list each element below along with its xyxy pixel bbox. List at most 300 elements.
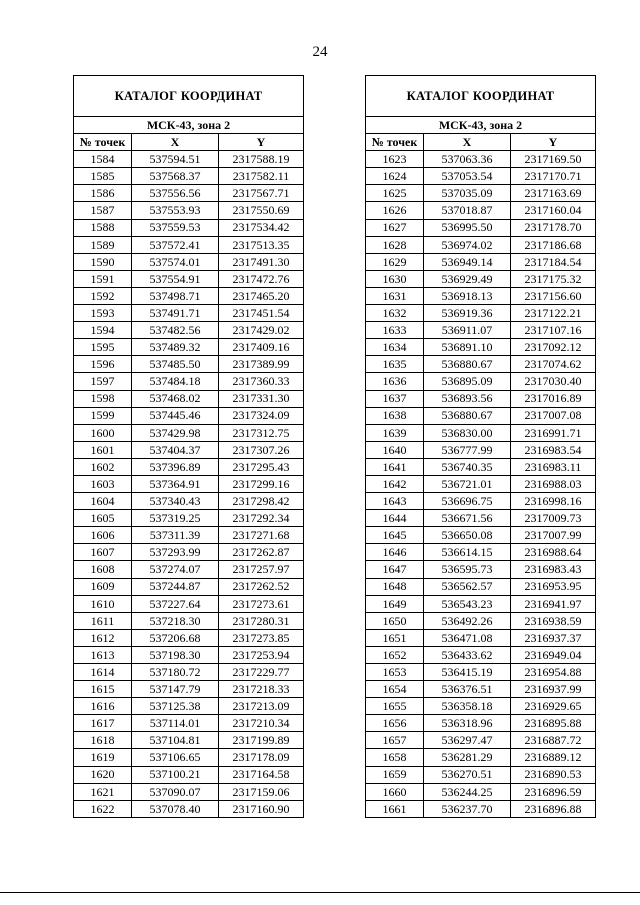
x-coordinate-cell: 537445.46 bbox=[132, 407, 219, 424]
point-number-cell: 1611 bbox=[74, 612, 132, 629]
point-number-cell: 1655 bbox=[366, 698, 424, 715]
y-coordinate-cell: 2317550.69 bbox=[219, 202, 304, 219]
table-row bbox=[74, 510, 304, 527]
table-row bbox=[74, 783, 304, 800]
y-coordinate-cell: 2317588.19 bbox=[219, 151, 304, 168]
table-row bbox=[366, 202, 596, 219]
point-number-cell: 1589 bbox=[74, 236, 132, 253]
x-coordinate-cell: 536650.08 bbox=[424, 527, 511, 544]
table-row bbox=[74, 493, 304, 510]
page-number: 24 bbox=[312, 44, 328, 60]
y-coordinate-cell: 2317160.04 bbox=[511, 202, 596, 219]
y-coordinate-cell: 2317199.89 bbox=[219, 732, 304, 749]
x-coordinate-cell: 537035.09 bbox=[424, 185, 511, 202]
table-row bbox=[366, 715, 596, 732]
table-row bbox=[366, 493, 596, 510]
table-row bbox=[366, 749, 596, 766]
table-row bbox=[366, 322, 596, 339]
x-coordinate-cell: 536740.35 bbox=[424, 458, 511, 475]
x-coordinate-cell: 536919.36 bbox=[424, 305, 511, 322]
point-number-cell: 1593 bbox=[74, 305, 132, 322]
point-number-cell: 1660 bbox=[366, 783, 424, 800]
table-row bbox=[74, 749, 304, 766]
x-coordinate-cell: 537078.40 bbox=[132, 800, 219, 817]
x-coordinate-cell: 537556.56 bbox=[132, 185, 219, 202]
point-number-cell: 1630 bbox=[366, 270, 424, 287]
point-number-cell: 1639 bbox=[366, 424, 424, 441]
point-number-cell: 1618 bbox=[74, 732, 132, 749]
table-row bbox=[366, 664, 596, 681]
y-coordinate-cell: 2317009.73 bbox=[511, 510, 596, 527]
point-number-cell: 1617 bbox=[74, 715, 132, 732]
y-coordinate-cell: 2317295.43 bbox=[219, 458, 304, 475]
table-row bbox=[74, 219, 304, 236]
x-coordinate-cell: 536880.67 bbox=[424, 356, 511, 373]
y-coordinate-cell: 2317213.09 bbox=[219, 698, 304, 715]
x-coordinate-cell: 537090.07 bbox=[132, 783, 219, 800]
x-coordinate-cell: 537319.25 bbox=[132, 510, 219, 527]
table-row bbox=[366, 698, 596, 715]
point-number-cell: 1629 bbox=[366, 253, 424, 270]
point-number-cell: 1596 bbox=[74, 356, 132, 373]
table-row bbox=[74, 390, 304, 407]
x-coordinate-cell: 536995.50 bbox=[424, 219, 511, 236]
column-header-x: X bbox=[132, 134, 219, 151]
point-number-cell: 1599 bbox=[74, 407, 132, 424]
x-coordinate-cell: 537274.07 bbox=[132, 561, 219, 578]
x-coordinate-cell: 536880.67 bbox=[424, 407, 511, 424]
y-coordinate-cell: 2317409.16 bbox=[219, 339, 304, 356]
y-coordinate-cell: 2317534.42 bbox=[219, 219, 304, 236]
point-number-cell: 1605 bbox=[74, 510, 132, 527]
table-row bbox=[366, 578, 596, 595]
table-body bbox=[74, 151, 304, 818]
y-coordinate-cell: 2316929.65 bbox=[511, 698, 596, 715]
x-coordinate-cell: 536543.23 bbox=[424, 595, 511, 612]
point-number-cell: 1623 bbox=[366, 151, 424, 168]
x-coordinate-cell: 536911.07 bbox=[424, 322, 511, 339]
x-coordinate-cell: 536671.56 bbox=[424, 510, 511, 527]
x-coordinate-cell: 537180.72 bbox=[132, 664, 219, 681]
y-coordinate-cell: 2317271.68 bbox=[219, 527, 304, 544]
y-coordinate-cell: 2317007.08 bbox=[511, 407, 596, 424]
y-coordinate-cell: 2316953.95 bbox=[511, 578, 596, 595]
y-coordinate-cell: 2317451.54 bbox=[219, 305, 304, 322]
x-coordinate-cell: 536595.73 bbox=[424, 561, 511, 578]
point-number-cell: 1621 bbox=[74, 783, 132, 800]
table-row bbox=[74, 578, 304, 595]
table-row bbox=[366, 287, 596, 304]
x-coordinate-cell: 536237.70 bbox=[424, 800, 511, 817]
y-coordinate-cell: 2317175.32 bbox=[511, 270, 596, 287]
table-row bbox=[74, 236, 304, 253]
table-row bbox=[74, 475, 304, 492]
column-header-point-number: № точек bbox=[74, 134, 132, 151]
column-header-x: X bbox=[424, 134, 511, 151]
coordinate-catalog-right bbox=[365, 75, 596, 818]
table-row bbox=[74, 681, 304, 698]
y-coordinate-cell: 2317163.69 bbox=[511, 185, 596, 202]
table-row bbox=[366, 732, 596, 749]
x-coordinate-cell: 536433.62 bbox=[424, 646, 511, 663]
point-number-cell: 1651 bbox=[366, 629, 424, 646]
y-coordinate-cell: 2317122.21 bbox=[511, 305, 596, 322]
point-number-cell: 1622 bbox=[74, 800, 132, 817]
point-number-cell: 1631 bbox=[366, 287, 424, 304]
point-number-cell: 1640 bbox=[366, 441, 424, 458]
y-coordinate-cell: 2317170.71 bbox=[511, 168, 596, 185]
table-row bbox=[74, 407, 304, 424]
x-coordinate-cell: 537429.98 bbox=[132, 424, 219, 441]
y-coordinate-cell: 2317092.12 bbox=[511, 339, 596, 356]
table-row bbox=[74, 458, 304, 475]
point-number-cell: 1586 bbox=[74, 185, 132, 202]
point-number-cell: 1607 bbox=[74, 544, 132, 561]
table-row bbox=[74, 766, 304, 783]
point-number-cell: 1636 bbox=[366, 373, 424, 390]
point-number-cell: 1587 bbox=[74, 202, 132, 219]
y-coordinate-cell: 2316889.12 bbox=[511, 749, 596, 766]
table-row bbox=[366, 475, 596, 492]
y-coordinate-cell: 2317016.89 bbox=[511, 390, 596, 407]
catalog-title: КАТАЛОГ КООРДИНАТ bbox=[74, 76, 304, 117]
x-coordinate-cell: 537018.87 bbox=[424, 202, 511, 219]
point-number-cell: 1612 bbox=[74, 629, 132, 646]
table-row bbox=[366, 441, 596, 458]
y-coordinate-cell: 2317178.70 bbox=[511, 219, 596, 236]
y-coordinate-cell: 2317280.31 bbox=[219, 612, 304, 629]
point-number-cell: 1641 bbox=[366, 458, 424, 475]
x-coordinate-cell: 537568.37 bbox=[132, 168, 219, 185]
x-coordinate-cell: 537404.37 bbox=[132, 441, 219, 458]
point-number-cell: 1652 bbox=[366, 646, 424, 663]
point-number-cell: 1648 bbox=[366, 578, 424, 595]
x-coordinate-cell: 537491.71 bbox=[132, 305, 219, 322]
y-coordinate-cell: 2317164.58 bbox=[219, 766, 304, 783]
table-row bbox=[74, 698, 304, 715]
point-number-cell: 1650 bbox=[366, 612, 424, 629]
x-coordinate-cell: 536918.13 bbox=[424, 287, 511, 304]
x-coordinate-cell: 537227.64 bbox=[132, 595, 219, 612]
x-coordinate-cell: 537198.30 bbox=[132, 646, 219, 663]
table-row bbox=[366, 510, 596, 527]
table-row bbox=[366, 681, 596, 698]
x-coordinate-cell: 537572.41 bbox=[132, 236, 219, 253]
point-number-cell: 1590 bbox=[74, 253, 132, 270]
y-coordinate-cell: 2317257.97 bbox=[219, 561, 304, 578]
x-coordinate-cell: 537104.81 bbox=[132, 732, 219, 749]
x-coordinate-cell: 537553.93 bbox=[132, 202, 219, 219]
point-number-cell: 1591 bbox=[74, 270, 132, 287]
y-coordinate-cell: 2316983.54 bbox=[511, 441, 596, 458]
x-coordinate-cell: 536244.25 bbox=[424, 783, 511, 800]
table-row bbox=[366, 783, 596, 800]
x-coordinate-cell: 536777.99 bbox=[424, 441, 511, 458]
point-number-cell: 1595 bbox=[74, 339, 132, 356]
table-body bbox=[366, 151, 596, 818]
y-coordinate-cell: 2316937.37 bbox=[511, 629, 596, 646]
table-row bbox=[366, 527, 596, 544]
x-coordinate-cell: 537482.56 bbox=[132, 322, 219, 339]
table-row bbox=[366, 800, 596, 817]
table-row bbox=[366, 236, 596, 253]
x-coordinate-cell: 537498.71 bbox=[132, 287, 219, 304]
point-number-cell: 1656 bbox=[366, 715, 424, 732]
x-coordinate-cell: 536929.49 bbox=[424, 270, 511, 287]
y-coordinate-cell: 2317491.30 bbox=[219, 253, 304, 270]
point-number-cell: 1619 bbox=[74, 749, 132, 766]
point-number-cell: 1601 bbox=[74, 441, 132, 458]
point-number-cell: 1598 bbox=[74, 390, 132, 407]
table-row bbox=[74, 373, 304, 390]
table-row bbox=[366, 561, 596, 578]
y-coordinate-cell: 2317389.99 bbox=[219, 356, 304, 373]
point-number-cell: 1637 bbox=[366, 390, 424, 407]
y-coordinate-cell: 2316937.99 bbox=[511, 681, 596, 698]
y-coordinate-cell: 2316890.53 bbox=[511, 766, 596, 783]
x-coordinate-cell: 536281.29 bbox=[424, 749, 511, 766]
x-coordinate-cell: 537311.39 bbox=[132, 527, 219, 544]
point-number-cell: 1634 bbox=[366, 339, 424, 356]
point-number-cell: 1658 bbox=[366, 749, 424, 766]
point-number-cell: 1627 bbox=[366, 219, 424, 236]
table-row bbox=[74, 629, 304, 646]
y-coordinate-cell: 2317030.40 bbox=[511, 373, 596, 390]
table-row bbox=[366, 595, 596, 612]
table-row bbox=[366, 458, 596, 475]
x-coordinate-cell: 537559.53 bbox=[132, 219, 219, 236]
point-number-cell: 1661 bbox=[366, 800, 424, 817]
y-coordinate-cell: 2317582.11 bbox=[219, 168, 304, 185]
x-coordinate-cell: 537063.36 bbox=[424, 151, 511, 168]
y-coordinate-cell: 2317324.09 bbox=[219, 407, 304, 424]
y-coordinate-cell: 2317107.16 bbox=[511, 322, 596, 339]
point-number-cell: 1600 bbox=[74, 424, 132, 441]
y-coordinate-cell: 2316998.16 bbox=[511, 493, 596, 510]
point-number-cell: 1584 bbox=[74, 151, 132, 168]
x-coordinate-cell: 537147.79 bbox=[132, 681, 219, 698]
coordinate-system-label: МСК-43, зона 2 bbox=[74, 117, 304, 134]
table-row bbox=[366, 356, 596, 373]
point-number-cell: 1588 bbox=[74, 219, 132, 236]
table-row bbox=[74, 441, 304, 458]
table-row bbox=[74, 612, 304, 629]
table-row bbox=[366, 253, 596, 270]
y-coordinate-cell: 2316983.11 bbox=[511, 458, 596, 475]
table-row bbox=[366, 544, 596, 561]
x-coordinate-cell: 536949.14 bbox=[424, 253, 511, 270]
table-row bbox=[366, 151, 596, 168]
point-number-cell: 1613 bbox=[74, 646, 132, 663]
x-coordinate-cell: 537484.18 bbox=[132, 373, 219, 390]
point-number-cell: 1626 bbox=[366, 202, 424, 219]
y-coordinate-cell: 2316941.97 bbox=[511, 595, 596, 612]
point-number-cell: 1644 bbox=[366, 510, 424, 527]
table-row bbox=[366, 168, 596, 185]
x-coordinate-cell: 536891.10 bbox=[424, 339, 511, 356]
point-number-cell: 1653 bbox=[366, 664, 424, 681]
y-coordinate-cell: 2316983.43 bbox=[511, 561, 596, 578]
y-coordinate-cell: 2317331.30 bbox=[219, 390, 304, 407]
x-coordinate-cell: 537364.91 bbox=[132, 475, 219, 492]
table-row bbox=[74, 544, 304, 561]
y-coordinate-cell: 2317465.20 bbox=[219, 287, 304, 304]
x-coordinate-cell: 537468.02 bbox=[132, 390, 219, 407]
table-row bbox=[74, 151, 304, 168]
x-coordinate-cell: 536492.26 bbox=[424, 612, 511, 629]
table-row bbox=[74, 287, 304, 304]
y-coordinate-cell: 2316991.71 bbox=[511, 424, 596, 441]
table-row bbox=[366, 270, 596, 287]
point-number-cell: 1608 bbox=[74, 561, 132, 578]
x-coordinate-cell: 537485.50 bbox=[132, 356, 219, 373]
y-coordinate-cell: 2316896.59 bbox=[511, 783, 596, 800]
y-coordinate-cell: 2317360.33 bbox=[219, 373, 304, 390]
column-header-point-number: № точек bbox=[366, 134, 424, 151]
x-coordinate-cell: 537244.87 bbox=[132, 578, 219, 595]
y-coordinate-cell: 2317007.99 bbox=[511, 527, 596, 544]
table-row bbox=[74, 715, 304, 732]
coordinate-system-label: МСК-43, зона 2 bbox=[366, 117, 596, 134]
x-coordinate-cell: 536471.08 bbox=[424, 629, 511, 646]
point-number-cell: 1624 bbox=[366, 168, 424, 185]
point-number-cell: 1643 bbox=[366, 493, 424, 510]
table-row bbox=[74, 322, 304, 339]
y-coordinate-cell: 2316938.59 bbox=[511, 612, 596, 629]
y-coordinate-cell: 2317513.35 bbox=[219, 236, 304, 253]
x-coordinate-cell: 536895.09 bbox=[424, 373, 511, 390]
y-coordinate-cell: 2317210.34 bbox=[219, 715, 304, 732]
y-coordinate-cell: 2317262.87 bbox=[219, 544, 304, 561]
footer-rule bbox=[0, 892, 640, 895]
table-row bbox=[366, 766, 596, 783]
x-coordinate-cell: 536358.18 bbox=[424, 698, 511, 715]
x-coordinate-cell: 537114.01 bbox=[132, 715, 219, 732]
point-number-cell: 1647 bbox=[366, 561, 424, 578]
table-row bbox=[74, 270, 304, 287]
x-coordinate-cell: 537554.91 bbox=[132, 270, 219, 287]
table-row bbox=[74, 732, 304, 749]
x-coordinate-cell: 536318.96 bbox=[424, 715, 511, 732]
table-row bbox=[366, 373, 596, 390]
point-number-cell: 1649 bbox=[366, 595, 424, 612]
table-row bbox=[74, 253, 304, 270]
x-coordinate-cell: 536830.00 bbox=[424, 424, 511, 441]
point-number-cell: 1592 bbox=[74, 287, 132, 304]
y-coordinate-cell: 2316895.88 bbox=[511, 715, 596, 732]
y-coordinate-cell: 2317074.62 bbox=[511, 356, 596, 373]
table-row bbox=[366, 407, 596, 424]
point-number-cell: 1609 bbox=[74, 578, 132, 595]
table-row bbox=[366, 612, 596, 629]
point-number-cell: 1632 bbox=[366, 305, 424, 322]
y-coordinate-cell: 2317253.94 bbox=[219, 646, 304, 663]
y-coordinate-cell: 2317429.02 bbox=[219, 322, 304, 339]
table-row bbox=[74, 168, 304, 185]
table-row bbox=[74, 305, 304, 322]
y-coordinate-cell: 2317186.68 bbox=[511, 236, 596, 253]
point-number-cell: 1625 bbox=[366, 185, 424, 202]
x-coordinate-cell: 536376.51 bbox=[424, 681, 511, 698]
y-coordinate-cell: 2317160.90 bbox=[219, 800, 304, 817]
point-number-cell: 1642 bbox=[366, 475, 424, 492]
point-number-cell: 1604 bbox=[74, 493, 132, 510]
coordinate-catalog-left bbox=[73, 75, 304, 818]
x-coordinate-cell: 537218.30 bbox=[132, 612, 219, 629]
point-number-cell: 1616 bbox=[74, 698, 132, 715]
table-row bbox=[366, 629, 596, 646]
x-coordinate-cell: 537594.51 bbox=[132, 151, 219, 168]
point-number-cell: 1628 bbox=[366, 236, 424, 253]
point-number-cell: 1638 bbox=[366, 407, 424, 424]
point-number-cell: 1594 bbox=[74, 322, 132, 339]
y-coordinate-cell: 2317156.60 bbox=[511, 287, 596, 304]
y-coordinate-cell: 2316988.03 bbox=[511, 475, 596, 492]
table-row bbox=[366, 339, 596, 356]
table-row bbox=[74, 800, 304, 817]
catalog-title: КАТАЛОГ КООРДИНАТ bbox=[366, 76, 596, 117]
y-coordinate-cell: 2317312.75 bbox=[219, 424, 304, 441]
point-number-cell: 1603 bbox=[74, 475, 132, 492]
table-row bbox=[74, 561, 304, 578]
x-coordinate-cell: 537489.32 bbox=[132, 339, 219, 356]
x-coordinate-cell: 536974.02 bbox=[424, 236, 511, 253]
table-row bbox=[366, 424, 596, 441]
y-coordinate-cell: 2317178.09 bbox=[219, 749, 304, 766]
x-coordinate-cell: 537574.01 bbox=[132, 253, 219, 270]
column-header-y: Y bbox=[511, 134, 596, 151]
y-coordinate-cell: 2317184.54 bbox=[511, 253, 596, 270]
point-number-cell: 1585 bbox=[74, 168, 132, 185]
point-number-cell: 1633 bbox=[366, 322, 424, 339]
y-coordinate-cell: 2317307.26 bbox=[219, 441, 304, 458]
point-number-cell: 1635 bbox=[366, 356, 424, 373]
table-row bbox=[74, 664, 304, 681]
y-coordinate-cell: 2317229.77 bbox=[219, 664, 304, 681]
point-number-cell: 1620 bbox=[74, 766, 132, 783]
y-coordinate-cell: 2317218.33 bbox=[219, 681, 304, 698]
y-coordinate-cell: 2317159.06 bbox=[219, 783, 304, 800]
point-number-cell: 1610 bbox=[74, 595, 132, 612]
point-number-cell: 1654 bbox=[366, 681, 424, 698]
x-coordinate-cell: 537100.21 bbox=[132, 766, 219, 783]
y-coordinate-cell: 2317273.61 bbox=[219, 595, 304, 612]
point-number-cell: 1602 bbox=[74, 458, 132, 475]
y-coordinate-cell: 2317262.52 bbox=[219, 578, 304, 595]
x-coordinate-cell: 536696.75 bbox=[424, 493, 511, 510]
point-number-cell: 1659 bbox=[366, 766, 424, 783]
y-coordinate-cell: 2317298.42 bbox=[219, 493, 304, 510]
table-row bbox=[74, 356, 304, 373]
table-row bbox=[74, 646, 304, 663]
x-coordinate-cell: 536614.15 bbox=[424, 544, 511, 561]
table-row bbox=[74, 527, 304, 544]
y-coordinate-cell: 2317472.76 bbox=[219, 270, 304, 287]
y-coordinate-cell: 2316887.72 bbox=[511, 732, 596, 749]
y-coordinate-cell: 2317273.85 bbox=[219, 629, 304, 646]
table-row bbox=[74, 595, 304, 612]
table-row bbox=[74, 339, 304, 356]
y-coordinate-cell: 2316896.88 bbox=[511, 800, 596, 817]
y-coordinate-cell: 2317299.16 bbox=[219, 475, 304, 492]
x-coordinate-cell: 536721.01 bbox=[424, 475, 511, 492]
x-coordinate-cell: 536415.19 bbox=[424, 664, 511, 681]
x-coordinate-cell: 536270.51 bbox=[424, 766, 511, 783]
column-header-y: Y bbox=[219, 134, 304, 151]
point-number-cell: 1614 bbox=[74, 664, 132, 681]
x-coordinate-cell: 537206.68 bbox=[132, 629, 219, 646]
y-coordinate-cell: 2317169.50 bbox=[511, 151, 596, 168]
